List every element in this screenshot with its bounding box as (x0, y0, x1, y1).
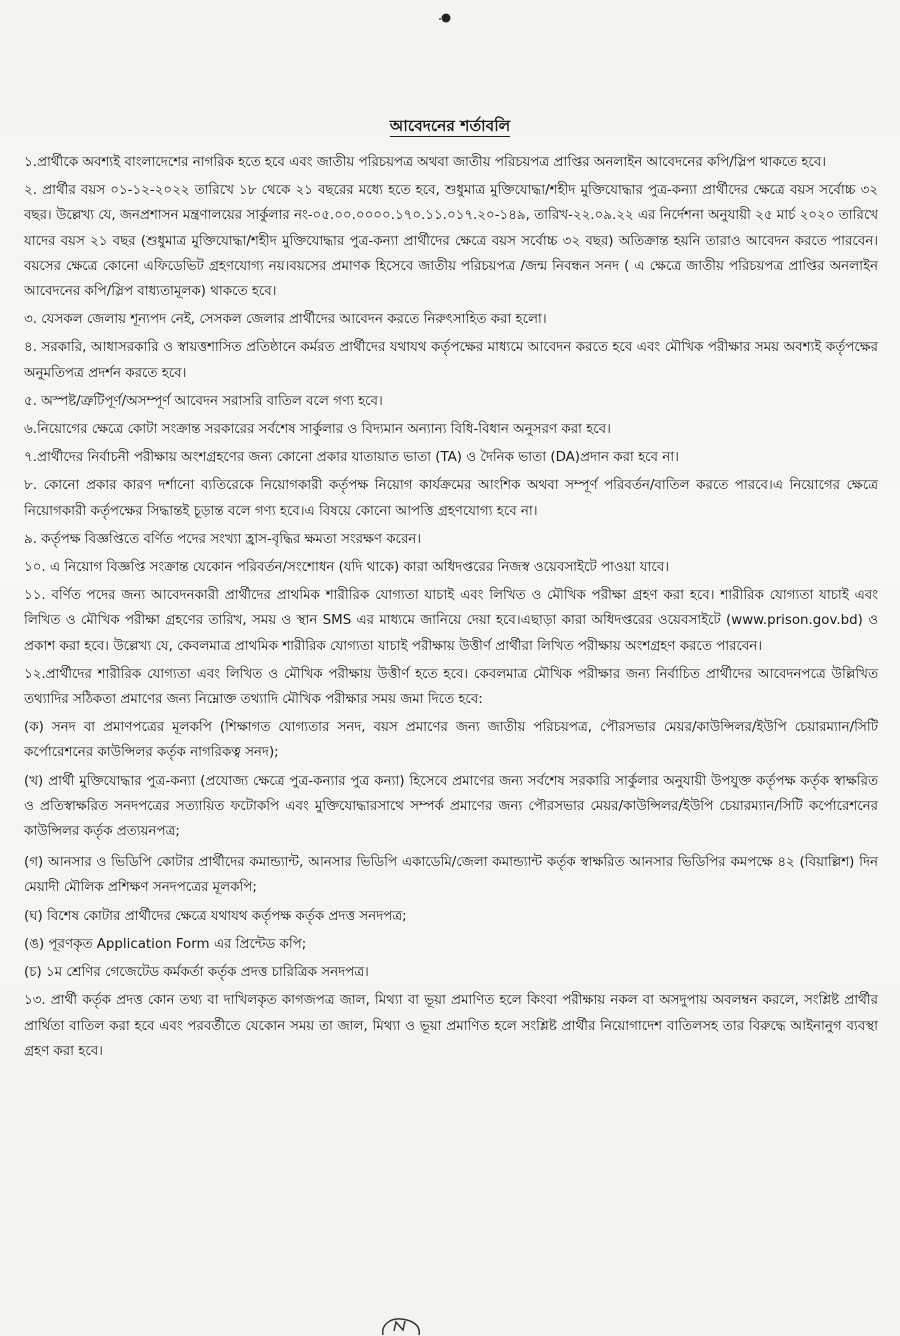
heading-text: আবেদনের শর্তাবলি (389, 117, 511, 135)
condition-item-8: ৮. কোনো প্রকার কারণ দর্শানো ব্যতিরেকে নিয়োগকারী কর্তৃপক্ষ নিয়োগ কার্যক্রমের আংশিক অথবা সম্পূর্ণ পরিবর্তন/বাতিল করতে পারবে।এ নিয়োগের ক্ষেত্রে নিয়োগকারী কর্তৃপক্ষের সিদ্ধান্তই চূড়ান্ত বলে গণ্য হবে।এ বিষয়ে কোনো আপত্তি গ্রহণযোগ্য হবে না। (24, 478, 878, 519)
sub-item-ka: (ক) সনদ বা প্রমাণপত্রের মূলকপি (শিক্ষাগত যোগ্যতার সনদ, বয়স প্রমাণের জন্য জাতীয় পরিচয়পত্র, পৌরসভার মেয়র/কাউন্সিলর/ইউপি চেয়ারম্যান/সিটি কর্পোরেশনের কাউন্সিলর কর্তৃক নাগরিকত্ব সনদ); (24, 720, 878, 761)
condition-item-4: ৪. সরকারি, আধাসরকারি ও স্বায়ত্তশাসিত প্রতিষ্ঠানে কর্মরত প্রার্থীদের যথাযথ কর্তৃপক্ষের মাধ্যমে আবেদন করতে হবে এবং মৌখিক পরীক্ষার সময় অবশ্যই কর্তৃপক্ষের অনুমতিপত্র প্রদর্শন করতে হবে। (24, 340, 878, 381)
conditions-list (24, 150, 878, 1067)
sub-item-cha: (চ) ১ম শ্রেণির গেজেটেড কর্মকর্তা কর্তৃক প্রদত্ত চারিত্রিক সনদপত্র। (24, 965, 369, 981)
sub-item-ga: (গ) আনসার ও ভিডিপি কোটার প্রার্থীদের কমান্ড্যান্ট, আনসার ভিডিপি একাডেমি/জেলা কমান্ড্যান্ট কর্তৃক স্বাক্ষরিত আনসার ভিডিপির কমপক্ষে ৪২ (বিয়াল্লিশ) দিন মেয়াদী মৌলিক প্রশিক্ষণ সনদপত্রের মূলকপি; (24, 855, 878, 896)
condition-item-10: ১০. এ নিয়োগ বিজ্ঞপ্তি সংক্রান্ত যেকোন পরিবর্তন/সংশোধন (যদি থাকে) কারা অধিদপ্তরের নিজস্ব ওয়েবসাইটে পাওয়া যাবে। (24, 560, 670, 576)
condition-item-11: ১১. বর্ণিত পদের জন্য আবেদনকারী প্রার্থীদের প্রাথমিক শারীরিক যোগ্যতা যাচাই এবং লিখিত ও মৌখিক পরীক্ষা গ্রহণ করা হবে। শারীরিক যোগ্যতা যাচাই এবং লিখিত ও মৌখিক পরীক্ষা গ্রহণের তারিখ, সময় ও স্থান SMS এর মাধ্যমে জানিয়ে দেয়া হবে।এছাড়া কারা অধিদপ্তরের ওয়েবসাইটে (www.prison.gov.bd) ও প্রকাশ করা হবে। উল্লেখ্য যে, কেবলমাত্র প্রাথমিক শারীরিক যোগ্যতা যাচাই পরীক্ষায় উত্তীর্ণ প্রার্থীরা লিখিত পরীক্ষায় অংশগ্রহণ করতে পারবেন। (24, 588, 878, 654)
condition-item-7: ৭.প্রার্থীদের নির্বাচনী পরীক্ষায় অংশগ্রহণের জন্য কোনো প্রকার যাতায়াত ভাতা (TA) ও দৈনিক ভাতা (DA)প্রদান করা হবে না। (24, 450, 679, 466)
condition-item-6: ৬.নিয়োগের ক্ষেত্রে কোটা সংক্রান্ত সরকারের সর্বশেষ সার্কুলার ও বিদ্যমান অন্যান্য বিধি-বিধান অনুসরণ করা হবে। (24, 422, 611, 438)
condition-item-2: ২. প্রার্থীর বয়স ০১-১২-২০২২ তারিখে ১৮ থেকে ২১ বছরের মধ্যে হতে হবে, শুধুমাত্র মুক্তিযোদ্ধা/শহীদ মুক্তিযোদ্ধার পুত্র-কন্যা প্রার্থীদের ক্ষেত্রে বয়স সর্বোচ্চ ৩২ বছর। উল্লেখ্য যে, জনপ্রশাসন মন্ত্রণালয়ের সার্কুলার নং-০৫.০০.০০০০.১৭০.১১.০১৭.২০-১৪৯, তারিখ-২২.০৯.২২ এর নির্দেশনা অনুযায়ী ২৫ মার্চ ২০২০ তারিখে যাদের বয়স ২১ বছর (শুধুমাত্র মুক্তিযোদ্ধা/শহীদ মুক্তিযোদ্ধার পুত্র-কন্যা প্রার্থীদের ক্ষেত্রে বয়স সর্বোচ্চ ৩২ বছর) অতিক্রান্ত হয়নি তারাও আবেদন করতে পারবেন।বয়সের ক্ষেত্রে কোনো এফিডেভিট গ্রহণযোগ্য নয়।বয়সের প্রমাণক হিসেবে জাতীয় পরিচয়পত্র /জন্ম নিবন্ধন সনদ ( এ ক্ষেত্রে জাতীয় পরিচয়পত্র প্রাপ্তির অনলাইন আবেদনের কপি/স্লিপ বাধ্যতামূলক) থাকতে হবে। (24, 183, 878, 300)
condition-item-12: ১২.প্রার্থীদের শারীরিক যোগ্যতা এবং লিখিত ও মৌখিক পরীক্ষায় উত্তীর্ণ হতে হবে। কেবলমাত্র মৌখিক পরীক্ষার জন্য নির্বাচিত প্রার্থীদের আবেদনপত্রে উল্লিখিত তথ্যাদির সঠিকতা প্রমাণের জন্য নিম্নোক্ত তথ্যাদি মৌখিক পরীক্ষার সময় জমা দিতে হবে: (24, 666, 878, 708)
condition-item-13: ১৩. প্রার্থী কর্তৃক প্রদত্ত কোন তথ্য বা দাখিলকৃত কাগজপত্র জাল, মিথ্যা বা ভূয়া প্রমাণিত হলে কিংবা পরীক্ষায় নকল বা অসদুপায় অবলম্বন করলে, সংশ্লিষ্ট প্রার্থীর প্রার্থিতা বাতিল করা হবে এবং পরবর্তীতে যেকোন সময় তা জাল, মিথ্যা ও ভূয়া প্রমাণিত হলে সংশ্লিষ্ট প্রার্থীর নিয়োগাদেশ বাতিলসহ তার বিরুদ্ধে আইনানুগ ব্যবস্থা গ্রহণ করা হবে। (24, 993, 878, 1059)
handwritten-initial-icon (377, 1316, 425, 1336)
page-mark-icon (438, 10, 454, 26)
condition-item-9: ৯. কর্তৃপক্ষ বিজ্ঞপ্তিতে বর্ণিত পদের সংখ্যা হ্রাস-বৃদ্ধির ক্ষমতা সংরক্ষণ করেন। (24, 531, 422, 547)
condition-item-5: ৫. অস্পষ্ট/ত্রুটিপূর্ণ/অসম্পূর্ণ আবেদন সরাসরি বাতিল বলে গণ্য হবে। (24, 393, 383, 409)
sub-item-kha: (খ) প্রার্থী মুক্তিযোদ্ধার পুত্র-কন্যা (প্রযোজ্য ক্ষেত্রে পুত্র-কন্যার পুত্র কন্যা) হিসেবে প্রমাণের জন্য সর্বশেষ সরকারি সার্কুলার অনুযায়ী উপযুক্ত কর্তৃপক্ষ কর্তৃক স্বাক্ষরিত ও প্রতিস্বাক্ষরিত সনদপত্রের সত্যায়িত ফটোকপি এবং মুক্তিযোদ্ধারসাথে সম্পর্ক প্রমাণের জন্য পৌরসভার মেয়র/কাউন্সিলর/ইউপি চেয়ারম্যান/সিটি কর্পোরেশনের কাউন্সিলর কর্তৃক প্রত্যয়নপত্র; (24, 773, 878, 840)
condition-item-1: ১.প্রার্থীকে অবশ্যই বাংলাদেশের নাগরিক হতে হবে এবং জাতীয় পরিচয়পত্র অথবা জাতীয় পরিচয়পত্র প্রাপ্তির অনলাইন আবেদনের কপি/স্লিপ থাকতে হবে। (24, 155, 827, 170)
sub-item-gha: (ঘ) বিশেষ কোটার প্রার্থীদের ক্ষেত্রে যথাযথ কর্তৃপক্ষ কর্তৃক প্রদত্ত সনদপত্র; (24, 908, 407, 924)
document-heading (0, 114, 900, 140)
condition-item-3: ৩. যেসকল জেলায় শূন্যপদ নেই, সেসকল জেলার প্রার্থীদের আবেদন করতে নিরুৎসাহিত করা হলো। (24, 312, 547, 328)
sub-item-umo: (ঙ) পূরণকৃত Application Form এর প্রিন্টেড কপি; (24, 936, 307, 952)
